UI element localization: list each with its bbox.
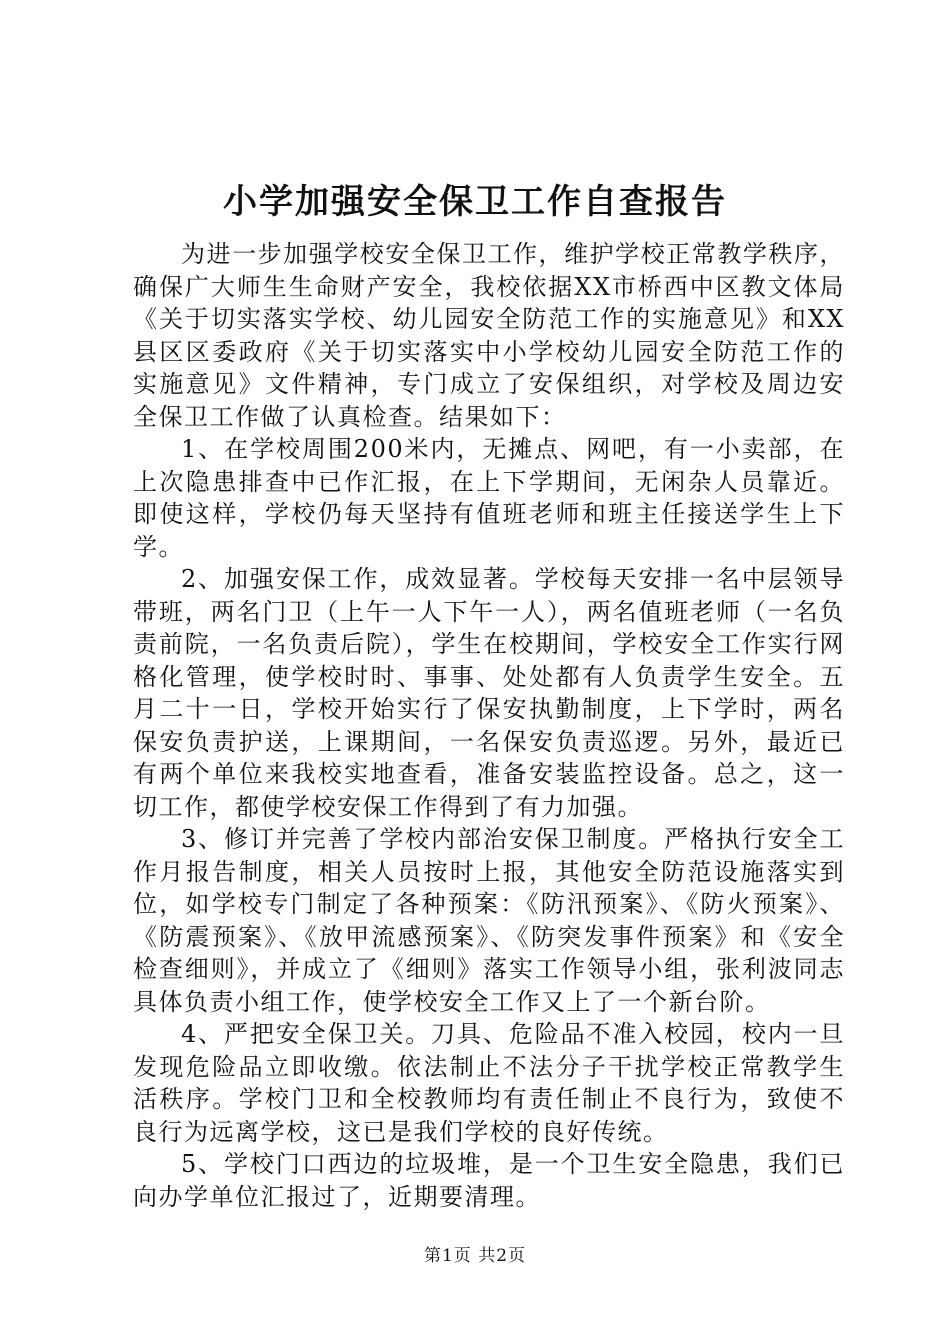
page-footer: 第1页 共2页: [423, 1246, 527, 1266]
paragraph-item-5: 5、学校门口西边的垃圾堆，是一个卫生安全隐患，我们已向办学单位汇报过了，近期要清理。: [133, 1150, 845, 1211]
paragraph-item-1: 1、在学校周围200米内，无摊点、网吧，有一小卖部，在上次隐患排查中已作汇报，在上下学期间，无闲杂人员靠近。即使这样，学校仍每天坚持有值班老师和班主任接送学生上下学。: [133, 435, 845, 561]
document-body: [133, 238, 845, 1213]
paragraph-item-3: 3、修订并完善了学校内部治安保卫制度。严格执行安全工作月报告制度，相关人员按时上报，其他安全防范设施落实到位，如学校专门制定了各种预案：《防汛预案》、《防火预案》、《防震预案》、《放甲流感预案》、《防突发事件预案》和《安全检查细则》，并成立了《细则》落实工作领导小组，张利波同志具体负责小组工作，使学校安全工作又上了一个新台阶。: [133, 825, 845, 1016]
paragraph-item-2: 2、加强安保工作，成效显著。学校每天安排一名中层领导带班，两名门卫（上午一人下午一人），两名值班老师（一名负责前院，一名负责后院），学生在校期间，学校安全工作实行网格化管理，使学校时时、事事、处处都有人负责学生安全。五月二十一日，学校开始实行了保安执勤制度，上下学时，两名保安负责护送，上课期间，一名保安负责巡逻。另外，最近已有两个单位来我校实地查看，准备安装监控设备。总之，这一切工作，都使学校安保工作得到了有力加强。: [133, 565, 845, 821]
paragraph-item-4: 4、严把安全保卫关。刀具、危险品不准入校园，校内一旦发现危险品立即收缴。依法制止不法分子干扰学校正常教学生活秩序。学校门卫和全校教师均有责任制止不良行为，致使不良行为远离学校，这已是我们学校的良好传统。: [133, 1020, 845, 1146]
paragraph-intro: 为进一步加强学校安全保卫工作，维护学校正常教学秩序，确保广大师生生命财产安全，我校依据XX市桥西中区教文体局《关于切实落实学校、幼儿园安全防范工作的实施意见》和XX县区区委政府《关于切实落实中小学校幼儿园安全防范工作的实施意见》文件精神，专门成立了安保组织，对学校及周边安全保卫工作做了认真检查。结果如下：: [133, 240, 845, 431]
document-title: 小学加强安全保卫工作自查报告: [223, 182, 727, 222]
